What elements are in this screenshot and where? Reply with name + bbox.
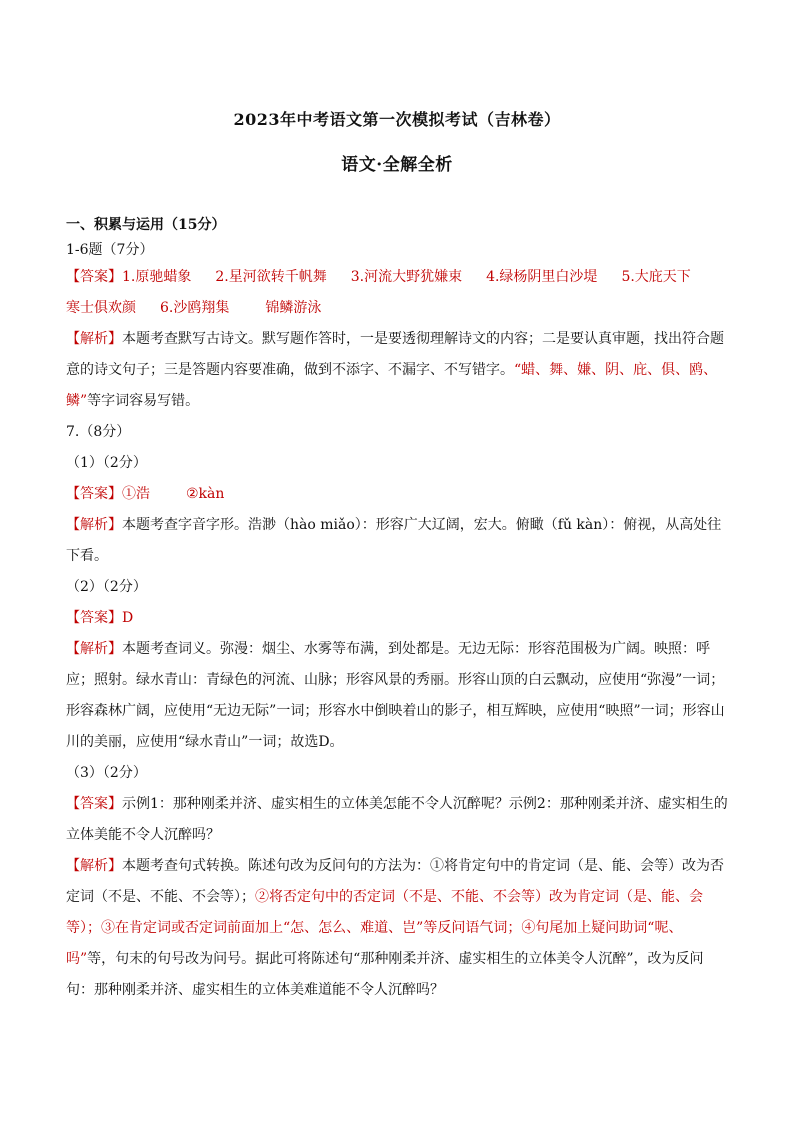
document-title: 2023年中考语文第一次模拟考试（吉林卷）	[233, 110, 561, 129]
question-label-1-6: 1-6题（7分）	[66, 242, 154, 258]
answer-item-4: 4.绿杨阴里白沙堤	[486, 269, 598, 285]
question-label-7: 7.（8分）	[66, 424, 131, 440]
section-heading: 一、积累与运用（15分）	[66, 217, 226, 233]
analysis-text: 本题考查默写古诗文。默写题作答时，一是要透彻理解诗文的内容；二是要认真审题，找出符合题意的诗文句子；三是答题内容要准确，做到不添字、不漏字、不写错字。	[66, 331, 724, 378]
answer-item-5-cont: 寒士俱欢颜	[66, 300, 136, 316]
analysis-block-1-6	[66, 324, 728, 417]
analysis-text: 本题考查字音字形。浩渺（hào miǎo）：形容广大辽阔，宏大。俯瞰（fǔ kàn）：俯视，从高处往下看。	[66, 517, 722, 564]
analysis-tag: 【解析】	[66, 331, 122, 347]
analysis-tag: 【解析】	[66, 858, 122, 874]
analysis-text: 本题考查句式转换。陈述句改为反问句的方法为：①将肯定句中的肯定词（是、能、会等）改为否定词（不是、不能、不会等）；	[66, 858, 724, 905]
analysis-block-7-2	[66, 634, 728, 758]
answer-tag: 【答案】	[66, 269, 122, 285]
answer-block-7-2	[66, 603, 728, 634]
answer-item-3: 3.河流大野犹嫌束	[350, 269, 463, 285]
analysis-block-7-1	[66, 510, 728, 572]
answer-item-5: 5.大庇天下	[621, 269, 691, 285]
analysis-block-7-3	[66, 851, 728, 1006]
answer-tag: 【答案】	[66, 610, 122, 626]
analysis-text-end: 等，句末的句号改为问号。据此可将陈述句“那种刚柔并济、虚实相生的立体美令人沉醉”，改为反问句：那种刚柔并济、虚实相生的立体美难道能不令人沉醉吗？	[66, 951, 704, 998]
answer-item-6-cont: 锦鳞游泳	[265, 300, 322, 316]
document-subtitle: 语文·全解全析	[341, 155, 453, 175]
answer-7-1-a: ①浩	[122, 486, 150, 502]
analysis-tag: 【解析】	[66, 641, 122, 657]
sub-question-label: （2）（2分）	[66, 579, 147, 595]
analysis-text: 本题考查词义。弥漫：烟尘、水雾等布满，到处都是。无边无际：形容范围极为广阔。映照：呼应；照射。绿水青山：青绿色的河流、山脉；形容风景的秀丽。形容山顶的白云飘动，应使用“弥漫”一词；形容森林广阔，应使用“无边无际”一词；形容水中倒映着山的影子，相互辉映，应使用“映照”一词；形容山川的美丽，应使用“绿水青山”一词；故选D。	[66, 641, 725, 750]
analysis-text-end: 等字词容易写错。	[87, 393, 200, 409]
analysis-highlight: ②将否定句中的否定词（不是、不能、不会等）改为肯定词（是、能、会等）；③在肯定词或否定词前面加上“怎、怎么、难道、岂”等反问语气词；④句尾加上疑问助词“呢、吗”	[66, 889, 703, 967]
answer-item-6: 6.沙鸥翔集	[160, 300, 230, 316]
answer-item-1: 1.原驰蜡象	[122, 269, 192, 285]
sub-question-label: （1）（2分）	[66, 455, 147, 471]
answer-7-3: 示例1：那种刚柔并济、虚实相生的立体美怎能不令人沉醉呢？示例2：那种刚柔并济、虚实相生的立体美能不令人沉醉吗？	[66, 796, 728, 843]
analysis-highlight: “蜡、舞、嫌、阴、庇、俱、鸥、鳞”	[66, 362, 718, 409]
answer-tag: 【答案】	[66, 486, 122, 502]
document-body	[66, 212, 728, 1006]
answer-block-7-3	[66, 789, 728, 851]
answer-item-2: 2.星河欲转千帆舞	[215, 269, 327, 285]
answer-tag: 【答案】	[66, 796, 122, 812]
sub-question-label: （3）（2分）	[66, 765, 147, 781]
answer-7-2: D	[122, 610, 134, 626]
answer-block-1-6	[66, 262, 728, 324]
analysis-tag: 【解析】	[66, 517, 122, 533]
answer-7-1-b: ②kàn	[186, 486, 225, 502]
answer-block-7-1	[66, 479, 728, 510]
